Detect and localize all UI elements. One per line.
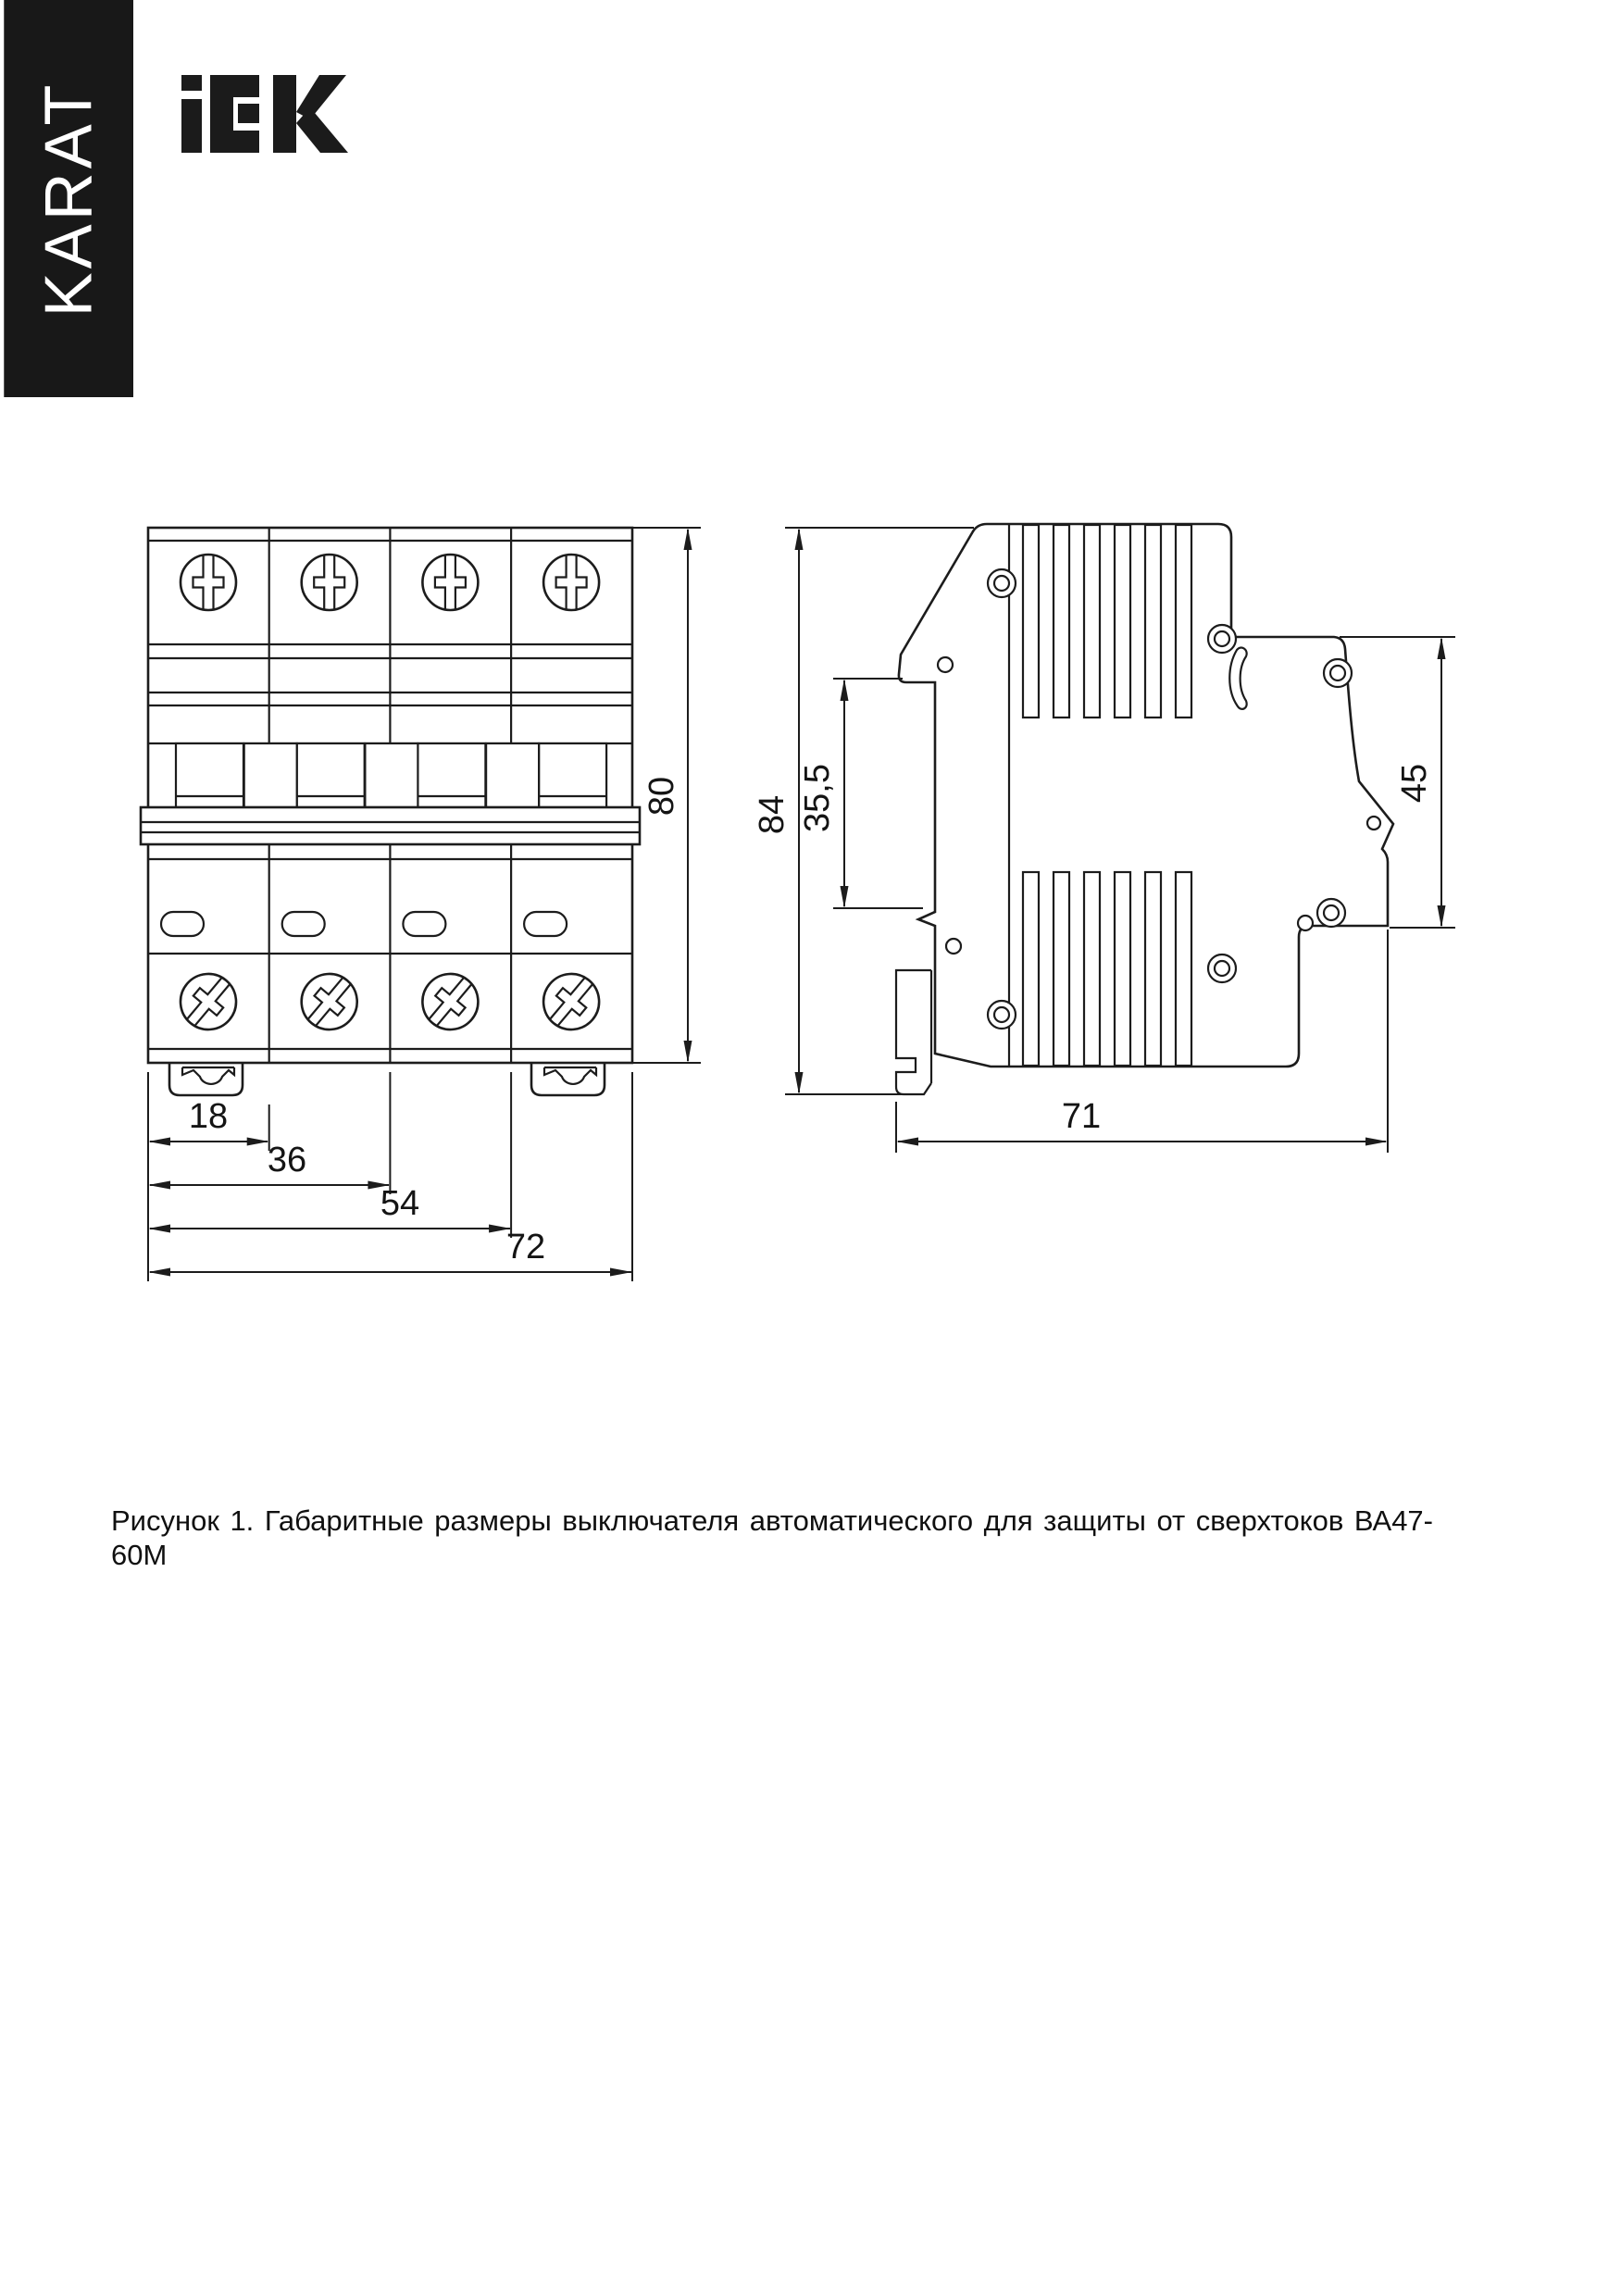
front-view	[141, 528, 640, 1095]
side-view	[896, 524, 1393, 1094]
iek-logo-i-dot	[181, 75, 202, 91]
pin-hole-top	[938, 657, 953, 672]
dim-side-71: 71	[1061, 1097, 1102, 1136]
pin-hole-bottom	[946, 939, 961, 954]
tab-hole	[1367, 817, 1380, 830]
dim-side-84: 84	[753, 794, 792, 835]
dim-side-45: 45	[1395, 763, 1434, 804]
dim-side-355: 35,5	[798, 764, 837, 832]
dim-front-72: 72	[505, 1228, 546, 1267]
figure-caption: Рисунок 1. Габаритные размеры выключателя автоматического для защиты от сверхтоков ВА47-60М	[111, 1504, 1433, 1572]
iek-logo-i-stem	[181, 99, 202, 153]
dim-front-18: 18	[188, 1097, 229, 1136]
iek-logo-k	[273, 75, 348, 153]
iek-logo	[181, 75, 348, 153]
iek-logo-e	[210, 75, 259, 153]
din-foot	[896, 970, 931, 1094]
dim-front-54: 54	[380, 1184, 420, 1223]
toggle-handles	[148, 743, 632, 807]
pin-hole-right	[1298, 916, 1313, 930]
din-clip-right	[531, 1063, 605, 1095]
dim-front-height: 80	[642, 776, 681, 817]
handle-bar	[141, 807, 640, 844]
karat-sidebar-label: KARAT	[31, 81, 106, 317]
dim-front-36: 36	[267, 1141, 307, 1179]
din-clip-left	[169, 1063, 243, 1095]
